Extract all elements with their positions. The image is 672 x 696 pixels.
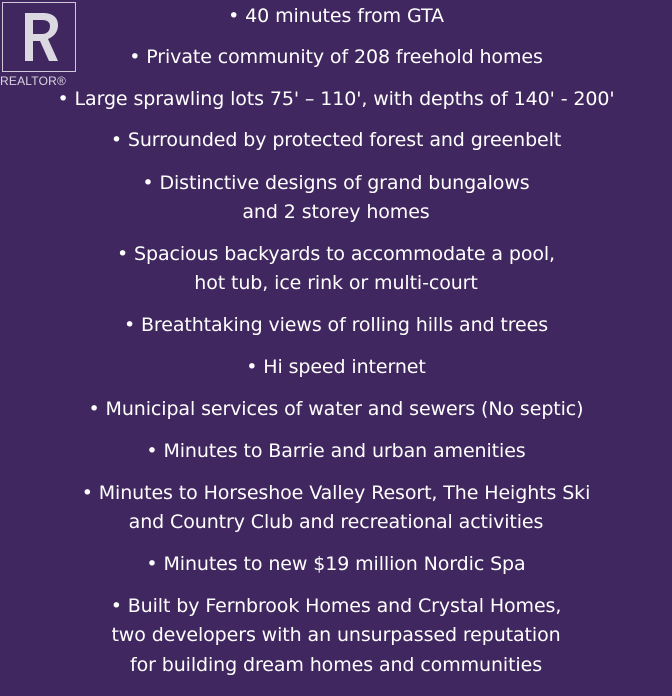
feature-line: for building dream homes and communities [130, 654, 542, 676]
feature-line: • Minutes to Horseshoe Valley Resort, The Heights Ski [81, 482, 591, 504]
feature-line: • Minutes to Barrie and urban amenities [146, 440, 526, 462]
realtor-r-icon [2, 2, 76, 72]
realtor-logo [0, 0, 80, 95]
feature-line: • Hi speed internet [246, 356, 426, 378]
feature-line: • 40 minutes from GTA [228, 5, 444, 27]
feature-line: • Private community of 208 freehold homes [129, 46, 543, 68]
feature-line: • Surrounded by protected forest and greenbelt [110, 129, 562, 151]
feature-line: • Municipal services of water and sewers (No septic) [88, 398, 584, 420]
feature-line: • Spacious backyards to accommodate a pool, [117, 243, 555, 265]
realtor-wordmark: REALTOR® [0, 74, 67, 88]
feature-line: two developers with an unsurpassed reputation [111, 624, 561, 646]
feature-line: and Country Club and recreational activities [128, 511, 544, 533]
feature-line: • Minutes to new $19 million Nordic Spa [146, 553, 526, 575]
feature-line: hot tub, ice rink or multi-court [194, 272, 478, 294]
feature-line: • Built by Fernbrook Homes and Crystal Homes, [110, 595, 562, 617]
feature-line: • Large sprawling lots 75' – 110', with depths of 140' - 200' [57, 88, 615, 110]
feature-line: and 2 storey homes [242, 201, 430, 223]
feature-line: • Distinctive designs of grand bungalows [142, 172, 530, 194]
feature-line: • Breathtaking views of rolling hills and trees [123, 314, 549, 336]
